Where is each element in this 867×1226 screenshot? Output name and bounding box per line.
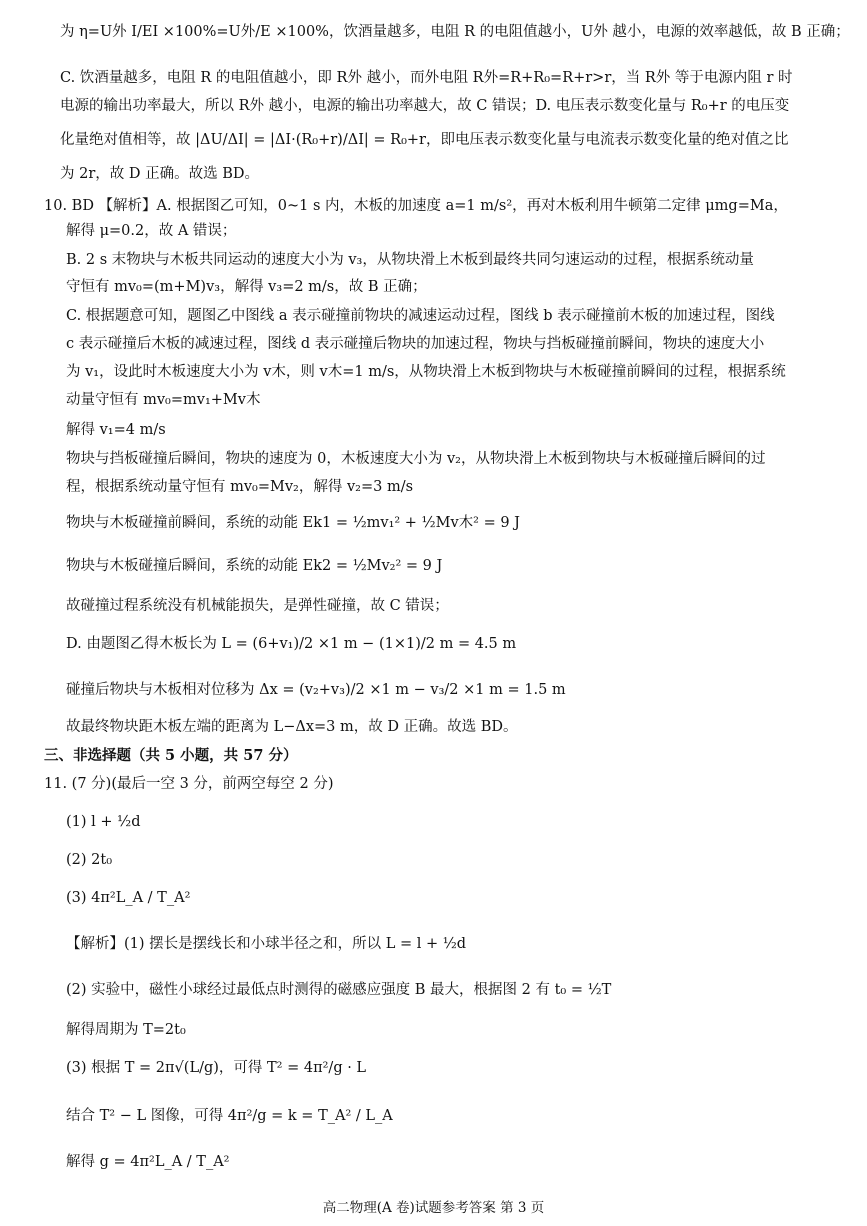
text-line-q10l15: D. 由题图乙得木板长为 L = (6+v₁)/2 ×1 m − (1×1)/2 m = 4.5 m: [66, 636, 517, 652]
text-line-q11l1: 11. (7 分)(最后一空 3 分，前两空每空 2 分): [44, 776, 334, 792]
text-line-q10l10: 物块与挡板碰撞后瞬间，物块的速度为 0，木板速度大小为 v₂，从物块滑上木板到物块与木板碰撞后瞬间的过: [66, 451, 766, 467]
text-line-q10l17: 故最终物块距木板左端的距离为 L−Δx=3 m，故 D 正确。故选 BD。: [66, 719, 518, 735]
text-line-q10l14: 故碰撞过程系统没有机械能损失，是弹性碰撞，故 C 错误；: [66, 598, 449, 614]
text-line-q11e5: 结合 T² − L 图像，可得 4π²/g = k = T_A² / L_A: [66, 1108, 393, 1124]
text-line-q10l3: B. 2 s 末物块与木板共同运动的速度大小为 v₃，从物块滑上木板到最终共同匀速运动的过程，根据系统动量: [66, 252, 754, 268]
text-line-q10l9: 解得 v₁=4 m/s: [66, 422, 166, 438]
text-line-p1l1: 为 η=U外 I/EI ×100%=U外/E ×100%，饮酒量越多，电阻 R 的电阻值越小，U外 越小，电源的效率越低，故 B 正确；: [60, 24, 850, 40]
text-line-q10l4: 守恒有 mv₀=(m+M)v₃，解得 v₃=2 m/s，故 B 正确；: [66, 279, 427, 295]
text-line-sec3: 三、非选择题（共 5 小题，共 57 分）: [44, 747, 298, 764]
text-line-q11a1: (1) l + ½d: [66, 814, 141, 830]
text-line-q10l11: 程，根据系统动量守恒有 mv₀=Mv₂，解得 v₂=3 m/s: [66, 479, 414, 495]
page-footer: 高二物理(A 卷)试题参考答案 第 3 页: [322, 1200, 545, 1216]
text-line-p1l5: 为 2r，故 D 正确。故选 BD。: [60, 166, 259, 182]
text-line-p1l2: C. 饮酒量越多，电阻 R 的电阻值越小，即 R外 越小，而外电阻 R外=R+R₀=R+r>r，当 R外 等于电源内阻 r 时: [60, 70, 793, 86]
text-line-q10l16: 碰撞后物块与木板相对位移为 Δx = (v₂+v₃)/2 ×1 m − v₃/2 ×1 m = 1.5 m: [66, 682, 566, 698]
text-line-q10l8: 动量守恒有 mv₀=mv₁+Mv木: [66, 392, 261, 408]
text-line-q10l1: 10. BD 【解析】A. 根据图乙可知，0~1 s 内，木板的加速度 a=1 m/s²，再对木板利用牛顿第二定律 μmg=Ma，: [44, 198, 788, 214]
text-line-q10l7: 为 v₁，设此时木板速度大小为 v木，则 v木=1 m/s，从物块滑上木板到物块与木板碰撞前瞬间的过程，根据系统: [66, 364, 786, 380]
text-line-q11e1: 【解析】(1) 摆长是摆线长和小球半径之和，所以 L = l + ½d: [66, 936, 467, 952]
text-line-q11e2: (2) 实验中，磁性小球经过最低点时测得的磁感应强度 B 最大，根据图 2 有 t₀ = ½T: [66, 982, 612, 998]
text-line-q11e3: 解得周期为 T=2t₀: [66, 1022, 186, 1038]
text-line-q11e6: 解得 g = 4π²L_A / T_A²: [66, 1154, 230, 1170]
text-line-q11a3: (3) 4π²L_A / T_A²: [66, 890, 191, 906]
text-line-q11a2: (2) 2t₀: [66, 852, 113, 868]
text-line-q10l12: 物块与木板碰撞前瞬间，系统的动能 Ek1 = ½mv₁² + ½Mv木² = 9 J: [66, 515, 520, 531]
text-line-p1l4: 化量绝对值相等，故 |ΔU/ΔI| = |ΔI·(R₀+r)/ΔI| = R₀+r，即电压表示数变化量与电流表示数变化量的绝对值之比: [60, 132, 789, 148]
text-line-q10l6: c 表示碰撞后木板的减速过程，图线 d 表示碰撞后物块的加速过程，物块与挡板碰撞前瞬间，物块的速度大小: [66, 336, 765, 352]
text-line-q10l13: 物块与木板碰撞后瞬间，系统的动能 Ek2 = ½Mv₂² = 9 J: [66, 558, 443, 574]
text-line-p1l3: 电源的输出功率最大，所以 R外 越小，电源的输出功率越大，故 C 错误；D. 电压表示数变化量与 R₀+r 的电压变: [60, 98, 790, 114]
text-line-q11e4: (3) 根据 T = 2π√(L/g)，可得 T² = 4π²/g · L: [66, 1060, 367, 1076]
text-line-q10l2: 解得 μ=0.2，故 A 错误；: [66, 223, 237, 239]
text-line-q10l5: C. 根据题意可知，题图乙中图线 a 表示碰撞前物块的减速运动过程，图线 b 表示碰撞前木板的加速过程，图线: [66, 308, 775, 324]
